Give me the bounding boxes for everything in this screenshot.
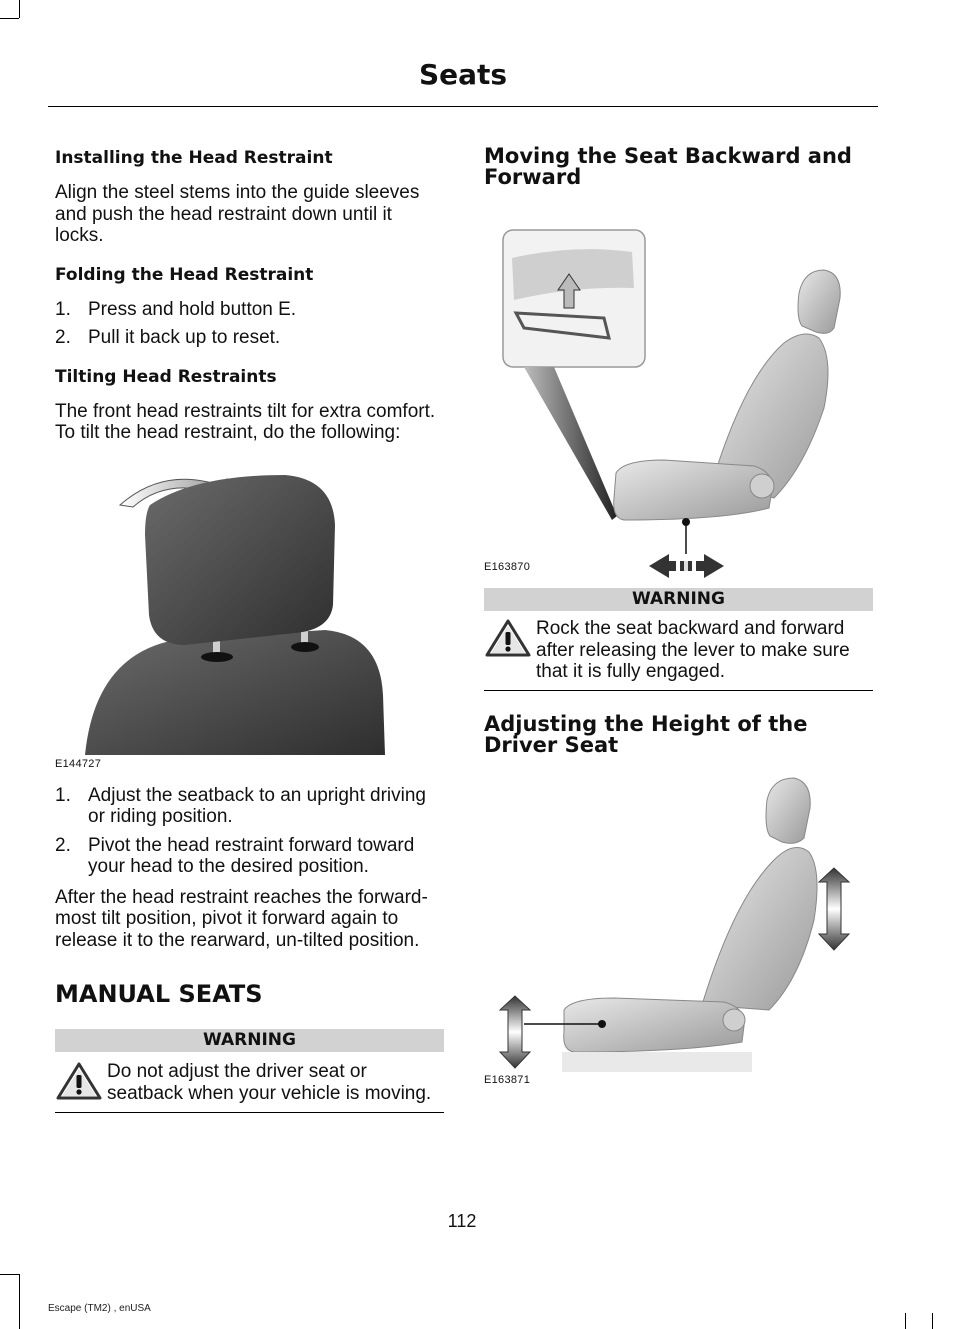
- list-number: 2.: [55, 327, 71, 348]
- warning-header: WARNING: [55, 1029, 444, 1052]
- crop-mark: [0, 18, 19, 19]
- right-column: [484, 146, 873, 1086]
- tilting-text: The front head restraints tilt for extra comfort. To tilt the head restraint, do the following:: [55, 400, 436, 443]
- height-adjust-heading: Adjusting the Height of the Driver Seat: [484, 711, 808, 757]
- list-item: [55, 835, 444, 878]
- footer-text: Escape (TM2) , enUSA: [48, 1303, 151, 1314]
- seat-height-illustration: [484, 770, 873, 1090]
- list-number: 2.: [55, 834, 71, 856]
- figure-label: E144727: [55, 757, 102, 770]
- crop-mark: [19, 1274, 20, 1329]
- warning-text: Do not adjust the driver seat or seatback when your vehicle is moving.: [107, 1061, 432, 1104]
- manual-seats-heading: MANUAL SEATS: [55, 980, 263, 1008]
- page-title: Seats: [418, 58, 508, 91]
- installing-heading: Installing the Head Restraint: [55, 148, 333, 168]
- seat-fore-aft-illustration: [484, 228, 873, 583]
- warning-body: [55, 1061, 444, 1106]
- title-divider: [48, 106, 878, 107]
- list-text: Pull it back up to reset.: [88, 327, 281, 348]
- warning-box: [484, 588, 873, 691]
- warning-header: WARNING: [484, 588, 873, 611]
- tilting-steps: [55, 785, 444, 878]
- folding-steps: [55, 299, 444, 349]
- left-column: [55, 146, 444, 1113]
- crop-mark: [905, 1313, 906, 1329]
- list-item: [55, 785, 444, 828]
- figure-label: E163871: [484, 1073, 531, 1086]
- list-text: Press and hold button E.: [88, 298, 297, 320]
- list-number: 1.: [55, 298, 71, 320]
- head-restraint-illustration: [55, 465, 444, 760]
- moving-seat-heading: Moving the Seat Backward and Forward: [484, 144, 852, 189]
- warning-text: Rock the seat backward and forward after releasing the lever to make sure that it is fully engaged.: [536, 618, 850, 682]
- warning-divider: [484, 690, 873, 691]
- warning-body: [484, 618, 873, 683]
- list-item: [55, 327, 444, 349]
- page-number: 112: [447, 1211, 477, 1231]
- warning-divider: [55, 1112, 444, 1113]
- crop-mark: [19, 0, 20, 18]
- folding-heading: Folding the Head Restraint: [55, 264, 314, 285]
- crop-mark: [932, 1313, 933, 1329]
- list-text: Pivot the head restraint forward toward your head to the desired position.: [88, 834, 415, 877]
- list-text: Adjust the seatback to an upright driving or riding position.: [88, 784, 426, 827]
- warning-triangle-icon: [55, 1061, 107, 1106]
- crop-mark: [0, 1274, 19, 1275]
- figure-label: E163870: [484, 561, 531, 573]
- tilting-heading: Tilting Head Restraints: [55, 366, 277, 387]
- list-item: [55, 299, 444, 321]
- warning-triangle-icon: [484, 618, 536, 663]
- list-number: 1.: [55, 784, 71, 806]
- after-text: After the head restraint reaches the forward-most tilt position, pivot it forward again to release it to the rearward, un-tilted position.: [55, 886, 428, 951]
- installing-text: Align the steel stems into the guide sleeves and push the head restraint down until it locks.: [55, 182, 420, 246]
- warning-box: [55, 1029, 444, 1113]
